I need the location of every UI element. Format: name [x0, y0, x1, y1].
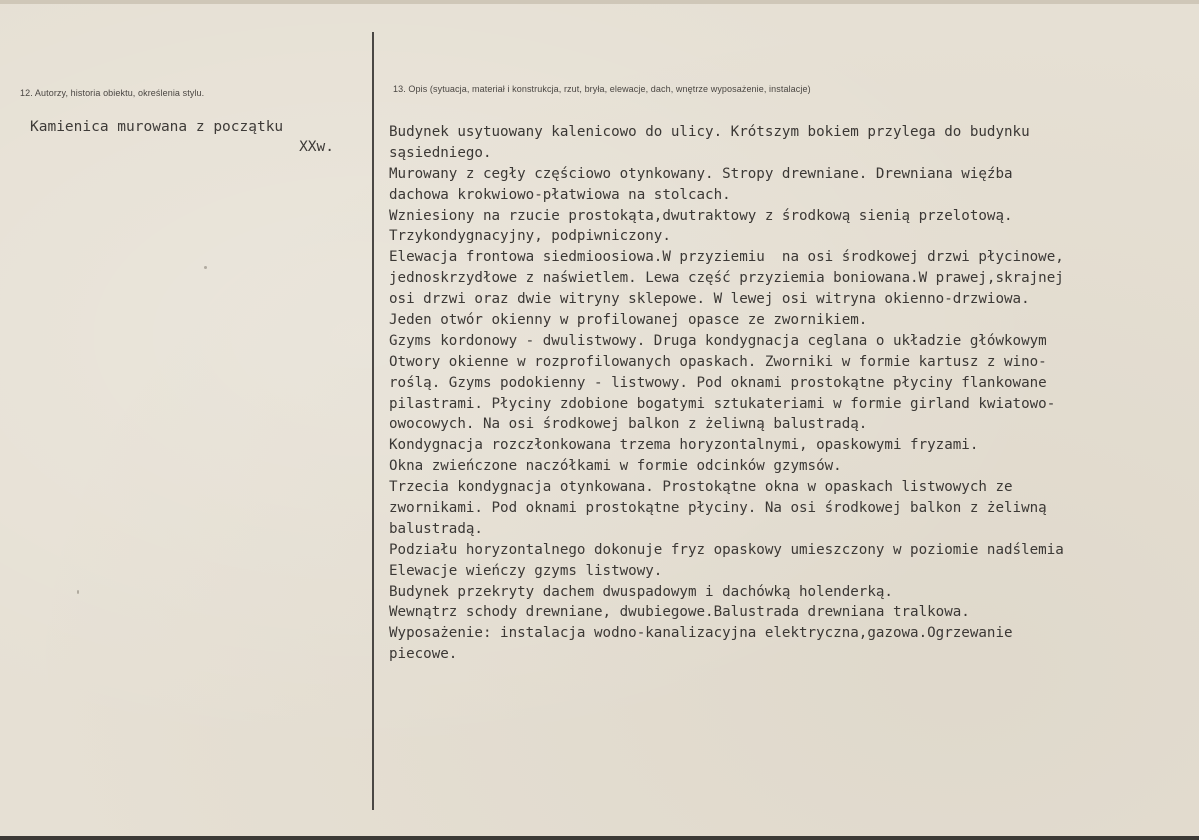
description-line: Jeden otwór okienny w profilowanej opasce ze zwornikiem.	[389, 312, 868, 329]
description-line: owocowych. Na osi środkowej balkon z żeliwną balustradą.	[389, 416, 868, 433]
description-line: osi drzwi oraz dwie witryny sklepowe. W lewej osi witryna okienno-drzwiowa.	[389, 291, 1030, 308]
description-line: roślą. Gzyms podokienny - listwowy. Pod oknami prostokątne płyciny flankowane	[389, 374, 1047, 391]
description-line: Okna zwieńczone naczółkami w formie odcinków gzymsów.	[389, 458, 842, 475]
description-line: Gzyms kordonowy - dwulistwowy. Druga kondygnacja ceglana o układzie główkowym	[389, 332, 1047, 349]
field-label-12: 12. Autorzy, historia obiektu, określenia stylu.	[20, 88, 205, 98]
description-line: piecowe.	[389, 646, 458, 663]
description-line: Podziału horyzontalnego dokonuje fryz opaskowy umieszczony w poziomie nadślemia	[389, 541, 1064, 558]
description-line: Wzniesiony na rzucie prostokąta,dwutraktowy z środkową sienią przelotową.	[389, 207, 1013, 224]
description-line: sąsiedniego.	[389, 144, 492, 161]
authors-history-text	[30, 117, 340, 157]
description-line: pilastrami. Płyciny zdobione bogatymi sztukateriami w formie girland kwiatowo-	[389, 395, 1056, 412]
description-line: dachowa krokwiowo-płatwiowa na stolcach.	[389, 186, 731, 203]
description-line: Kondygnacja rozczłonkowana trzema horyzontalnymi, opaskowymi fryzami.	[389, 437, 979, 454]
description-text	[389, 122, 1189, 665]
description-line: Wewnątrz schody drewniane, dwubiegowe.Balustrada drewniana tralkowa.	[389, 604, 970, 621]
description-line: Budynek usytuowany kalenicowo do ulicy. Krótszym bokiem przylega do budynku	[389, 124, 1030, 140]
description-line: Elewacja frontowa siedmioosiowa.W przyziemiu na osi środkowej drzwi płycinowe,	[389, 249, 1064, 266]
column-divider	[372, 32, 374, 810]
description-line: Trzykondygnacyjny, podpiwniczony.	[389, 228, 671, 245]
description-line: Wyposażenie: instalacja wodno-kanalizacyjna elektryczna,gazowa.Ogrzewanie	[389, 625, 1013, 642]
description-line: jednoskrzydłowe z naświetlem. Lewa część przyziemia boniowana.W prawej,skrajnej	[389, 270, 1064, 287]
description-line: Otwory okienne w rozprofilowanych opaskach. Zworniki w formie kartusz z wino-	[389, 353, 1047, 370]
description-line: Elewacje wieńczy gzyms listwowy.	[389, 562, 663, 579]
field-label-13: 13. Opis (sytuacja, materiał i konstrukcja, rzut, bryła, elewacje, dach, wnętrze wyposażenie, instalacje)	[393, 84, 811, 94]
description-line: Trzecia kondygnacja otynkowana. Prostokątne okna w opaskach listwowych ze	[389, 479, 1013, 496]
authors-history-line-2: XXw.	[299, 139, 334, 155]
top-edge	[0, 0, 1199, 4]
paper-speck	[77, 590, 79, 594]
description-line: balustradą.	[389, 520, 483, 537]
authors-history-line-1: Kamienica murowana z początku	[30, 119, 284, 135]
bottom-edge	[0, 836, 1199, 840]
paper-speck	[204, 266, 207, 269]
description-line: Murowany z cegły częściowo otynkowany. Stropy drewniane. Drewniana więźba	[389, 165, 1013, 182]
description-line: zwornikami. Pod oknami prostokątne płyciny. Na osi środkowej balkon z żeliwną	[389, 500, 1047, 517]
description-line: Budynek przekryty dachem dwuspadowym i dachówką holenderką.	[389, 583, 893, 600]
